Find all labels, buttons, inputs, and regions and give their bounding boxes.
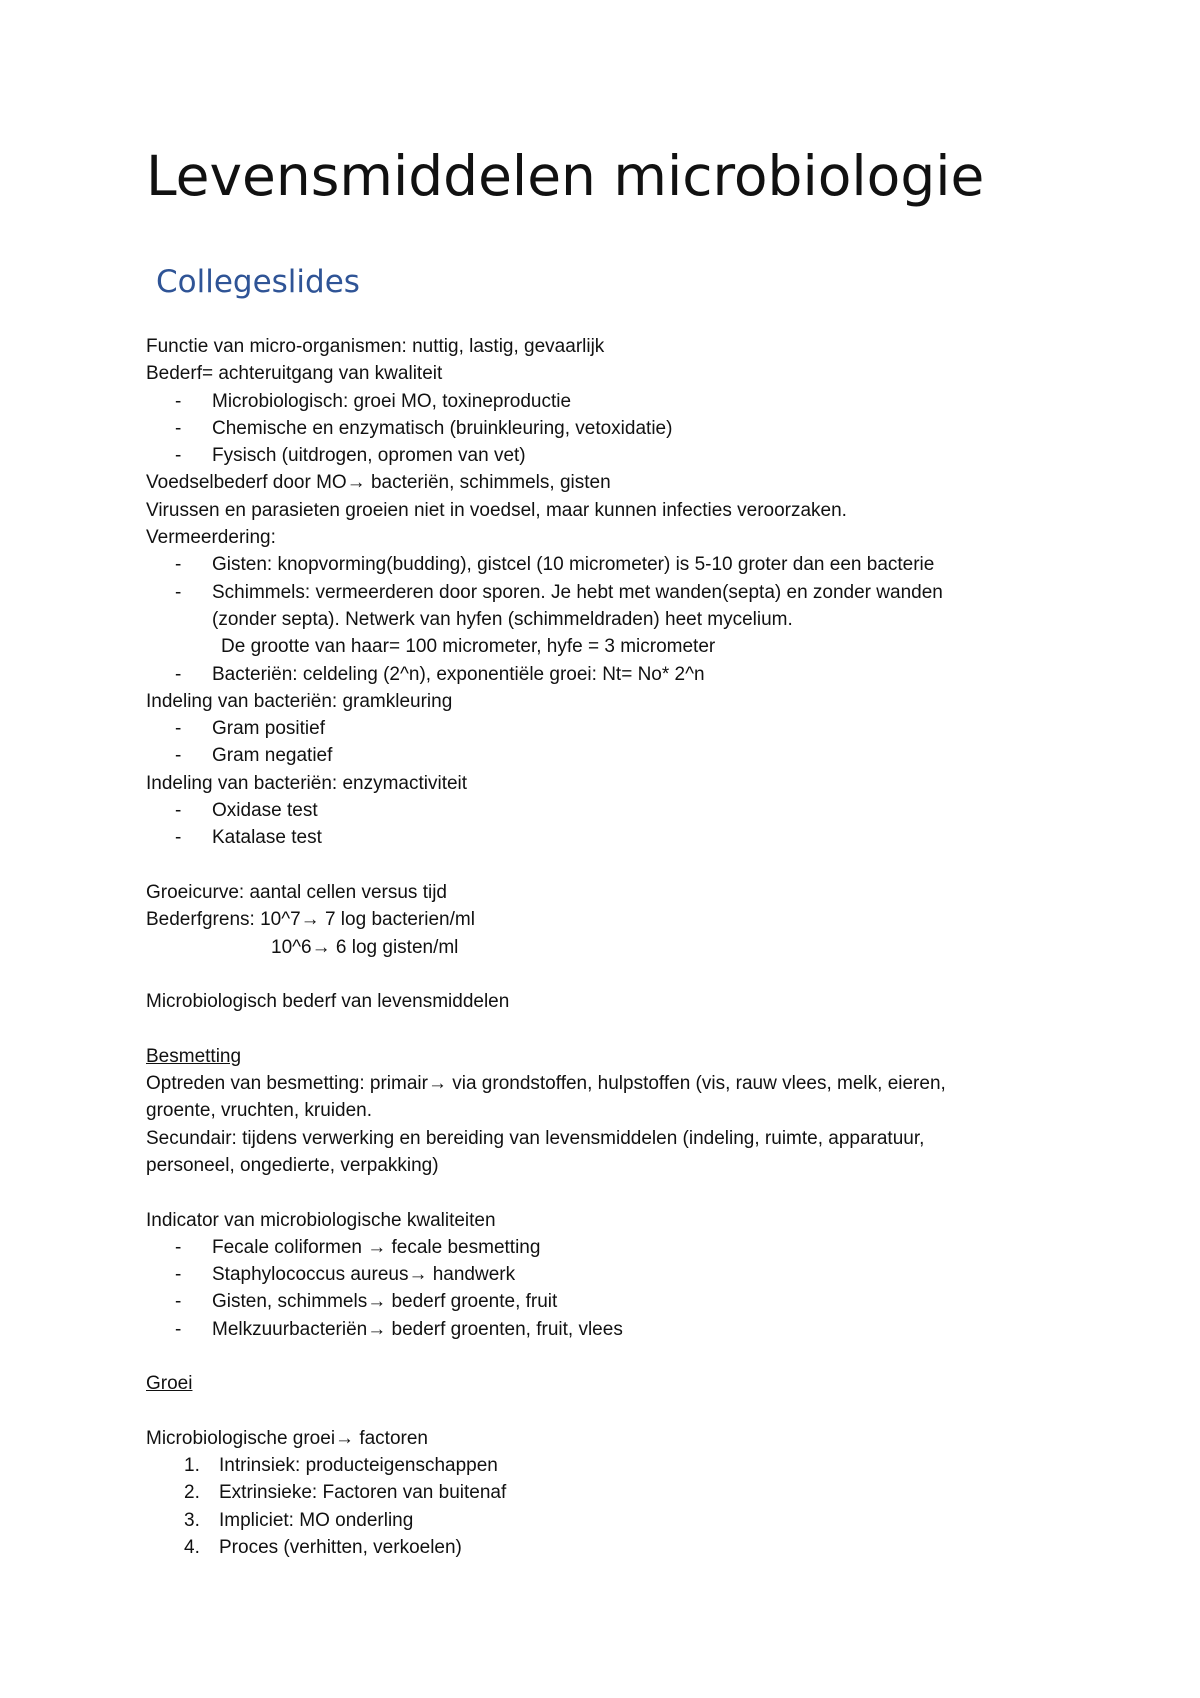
list-item: - Oxidase test <box>146 797 1106 824</box>
blank-line <box>146 1015 1106 1042</box>
text-line: Voedselbederf door MO→ bacteriën, schimmels, gisten <box>146 472 611 494</box>
item-text: Extrinsieke: Factoren van buitenaf <box>219 1482 507 1504</box>
blank-line <box>146 1179 1106 1206</box>
text-line: Groeicurve: aantal cellen versus tijd <box>146 881 447 903</box>
numbered-item <box>146 1479 1106 1506</box>
text-line: Bederf= achteruitgang van kwaliteit <box>146 363 443 385</box>
text-line: Vermeerdering: <box>146 527 276 549</box>
list-item: - Gram negatief <box>146 742 1106 769</box>
text-line: Indeling van bacteriën: gramkleuring <box>146 690 453 712</box>
item-number: 1. <box>184 1455 200 1477</box>
document-body <box>146 333 1106 1561</box>
list-item: - Gisten, schimmels→ bederf groente, fruit <box>146 1288 1106 1315</box>
text-line: Indicator van microbiologische kwaliteiten <box>146 1209 496 1231</box>
list-item: - Melkzuurbacteriën→ bederf groenten, fruit, vlees <box>146 1316 1106 1343</box>
text-line: 10^6→ 6 log gisten/ml <box>271 936 459 958</box>
subheading-besmetting: Besmetting <box>146 1045 242 1067</box>
numbered-item <box>146 1534 1106 1561</box>
item-text: Proces (verhitten, verkoelen) <box>219 1537 462 1559</box>
blank-line <box>146 961 1106 988</box>
list-item: - Schimmels: vermeerderen door sporen. Je hebt met wanden(septa) en zonder wanden <box>146 579 1106 606</box>
blank-line <box>146 1398 1106 1425</box>
blank-line <box>146 1343 1106 1370</box>
list-item: - Fecale coliformen → fecale besmetting <box>146 1234 1106 1261</box>
list-item: - Bacteriën: celdeling (2^n), exponentiële groei: Nt= No* 2^n <box>146 661 1106 688</box>
list-item-continuation: (zonder septa). Netwerk van hyfen (schimmeldraden) heet mycelium. <box>212 608 793 630</box>
blank-line <box>146 852 1106 879</box>
list-item: - Chemische en enzymatisch (bruinkleuring, vetoxidatie) <box>146 415 1106 442</box>
section-heading-collegeslides: Collegeslides <box>156 264 360 300</box>
list-item: - Fysisch (uitdrogen, opromen van vet) <box>146 442 1106 469</box>
numbered-item <box>146 1507 1106 1534</box>
text-line: Microbiologisch bederf van levensmiddelen <box>146 991 510 1013</box>
numbered-item <box>146 1452 1106 1479</box>
subheading-groei: Groei <box>146 1373 193 1395</box>
text-line: groente, vruchten, kruiden. <box>146 1100 373 1122</box>
list-item: - Gram positief <box>146 715 1106 742</box>
text-line: Bederfgrens: 10^7→ 7 log bacterien/ml <box>146 909 475 931</box>
list-item-continuation: De grootte van haar= 100 micrometer, hyfe = 3 micrometer <box>221 636 716 658</box>
text-line: Optreden van besmetting: primair→ via grondstoffen, hulpstoffen (vis, rauw vlees, melk, eieren, <box>146 1073 946 1095</box>
list-item: - Microbiologisch: groei MO, toxineproductie <box>146 388 1106 415</box>
list-item: - Katalase test <box>146 824 1106 851</box>
list-item: - Staphylococcus aureus→ handwerk <box>146 1261 1106 1288</box>
document-title: Levensmiddelen microbiologie <box>146 144 985 208</box>
text-line: personeel, ongedierte, verpakking) <box>146 1154 439 1176</box>
text-line: Indeling van bacteriën: enzymactiviteit <box>146 772 468 794</box>
item-text: Intrinsiek: producteigenschappen <box>219 1455 498 1477</box>
text-line: Functie van micro-organismen: nuttig, lastig, gevaarlijk <box>146 336 605 357</box>
list-item: - Gisten: knopvorming(budding), gistcel (10 micrometer) is 5-10 groter dan een bacterie <box>146 551 1106 578</box>
item-number: 4. <box>184 1537 200 1559</box>
item-number: 2. <box>184 1482 200 1504</box>
item-number: 3. <box>184 1509 200 1531</box>
item-text: Impliciet: MO onderling <box>219 1509 414 1531</box>
text-line: Virussen en parasieten groeien niet in voedsel, maar kunnen infecties veroorzaken. <box>146 499 847 521</box>
text-line: Microbiologische groei→ factoren <box>146 1427 428 1449</box>
text-line: Secundair: tijdens verwerking en bereiding van levensmiddelen (indeling, ruimte, apparatuur, <box>146 1127 925 1149</box>
